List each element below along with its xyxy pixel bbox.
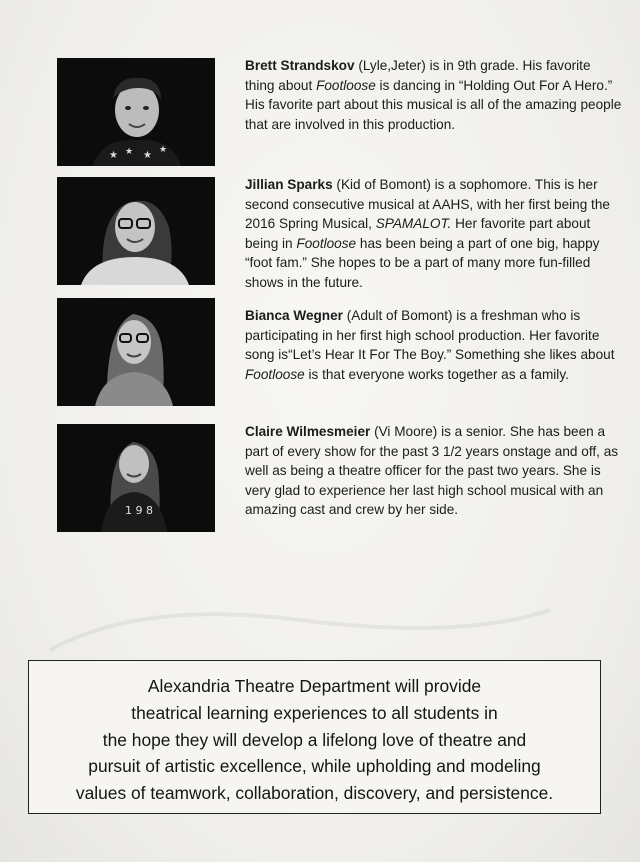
svg-text:1 9 8: 1 9 8 [125, 504, 153, 517]
bio-name: Claire Wilmesmeier [245, 424, 371, 439]
bio-text-part: (Adult of Bomont) is a freshman who is participating in her first high school production. Her favorite song is“Let’s Hear It For The Boy.” Something she likes about [245, 308, 615, 363]
svg-text:★: ★ [159, 144, 168, 154]
headshot-claire-wilmesmeier [57, 424, 215, 532]
bio-text-part: (Lyle,Jeter) is in 9th grade. His favorite thing about [245, 58, 591, 93]
bio-name: Brett Strandskov [245, 58, 355, 73]
bio-text-part: has been being a part of one big, happy “foot fam.” She hopes to be a part of many more fun-filled shows in the future. [245, 235, 600, 290]
bio-italic: SPAMALOT. [375, 216, 452, 232]
headshot-brett-strandskov [57, 58, 215, 166]
bio-bianca-wegner [245, 306, 623, 384]
bio-italic: Footloose [296, 235, 357, 251]
svg-text:★: ★ [125, 146, 134, 156]
svg-text:★: ★ [143, 150, 152, 161]
mission-line: theatrical learning experiences to all students in [131, 702, 498, 723]
mission-statement [29, 673, 600, 807]
bio-italic: Footloose [316, 77, 376, 93]
mission-line: the hope they will develop a lifelong love of theatre and [102, 729, 527, 750]
bio-italic: Footloose [245, 366, 305, 382]
mission-line: pursuit of artistic excellence, while upholding and modeling [88, 756, 541, 777]
bio-brett-strandskov [245, 56, 623, 134]
mission-statement-box [28, 660, 601, 814]
bleed-through-decoration [20, 600, 580, 660]
mission-line: values of teamwork, collaboration, discovery, and persistence. [75, 783, 554, 804]
mission-line: Alexandria Theatre Department will provide [147, 676, 482, 696]
headshot-bianca-wegner [57, 298, 215, 406]
bio-name: Bianca Wegner [245, 308, 343, 323]
bio-text-part: is that everyone works together as a family. [304, 366, 569, 382]
bio-claire-wilmesmeier [245, 422, 623, 520]
svg-text:★: ★ [109, 150, 118, 161]
bio-text-part: is dancing in “Holding Out For A Hero.” His favorite part about this musical is all of the amazing people that are involved in this production. [245, 77, 622, 132]
headshot-jillian-sparks [57, 177, 215, 285]
bio-text-part: Her favorite part about being in [245, 216, 591, 251]
bio-name: Jillian Sparks [245, 177, 333, 192]
bio-text-part: (Kid of Bomont) is a sophomore. This is her second consecutive musical at AAHS, with her first being the 2016 Spring Musical, [245, 177, 610, 232]
bio-jillian-sparks [245, 175, 623, 293]
bio-text-part: (Vi Moore) is a senior. She has been a part of every show for the past 3 1/2 years onstage and off, as well as being a theatre officer for the past two years. She is very glad to experience her last high school musical with an amazing cast and crew by her side. [245, 424, 619, 518]
